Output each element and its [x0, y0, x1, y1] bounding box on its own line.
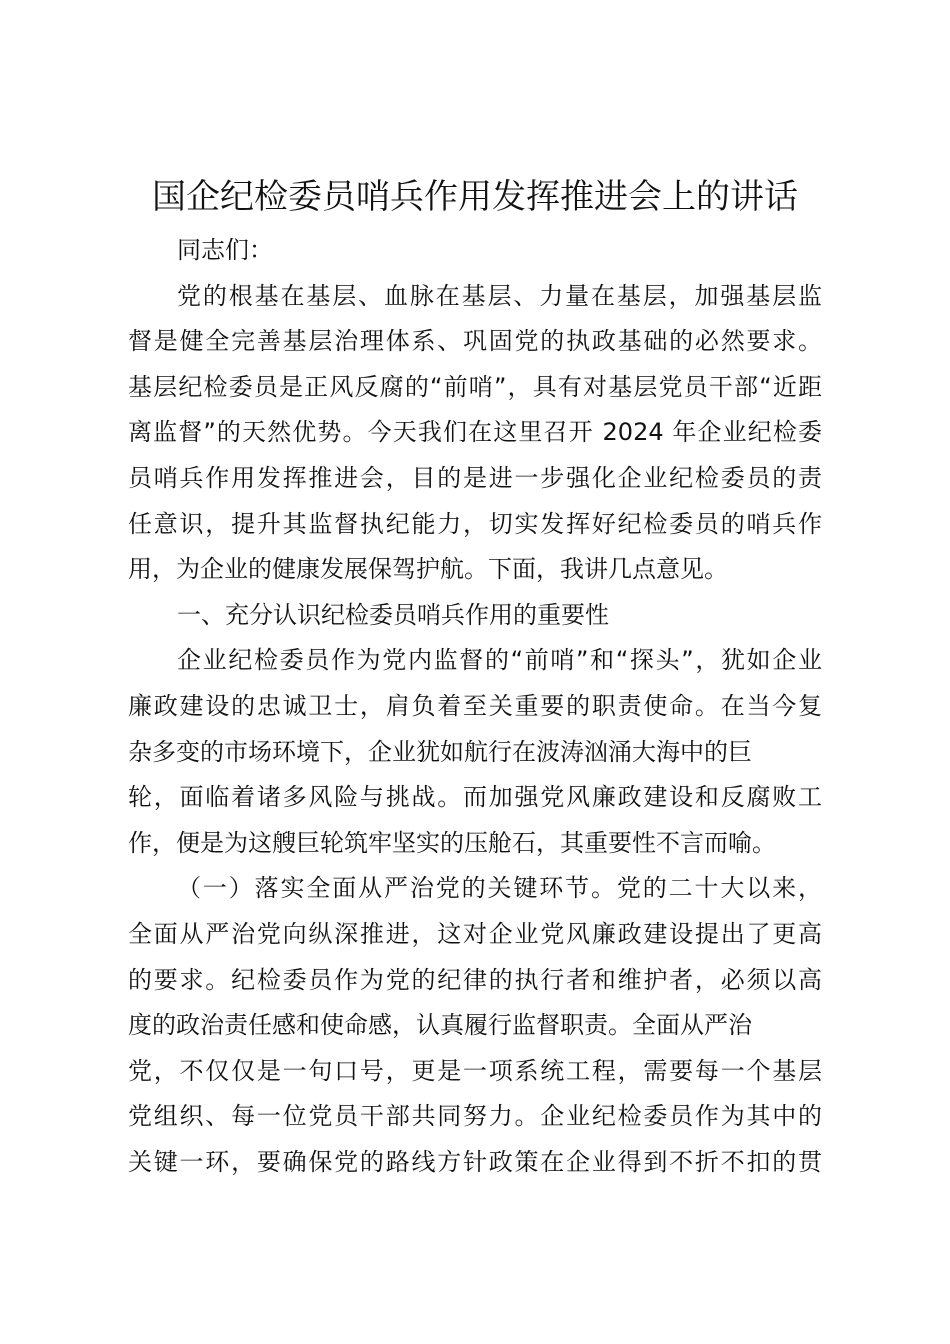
paragraph-line: 作，便是为这艘巨轮筑牢坚实的压舱石，其重要性不言而喻。: [128, 828, 776, 857]
paragraph-line: 督是健全完善基层治理体系、巩固党的执政基础的必然要求。: [128, 327, 822, 356]
paragraph-line: 任意识，提升其监督执纪能力，切实发挥好纪检委员的哨兵作: [128, 509, 822, 538]
paragraph-line: 企业纪检委员作为党内监督的“前哨”和“探头”，犹如企业: [177, 646, 822, 675]
salutation: 同志们：: [177, 236, 273, 264]
paragraph-line: 党，不仅仅是一句口号，更是一项系统工程，需要每一个基层: [128, 1056, 822, 1085]
paragraph-line: 党的根基在基层、血脉在基层、力量在基层，加强基层监: [177, 281, 822, 310]
paragraph-line: 员哨兵作用发挥推进会，目的是进一步强化企业纪检委员的责: [128, 463, 822, 492]
paragraph-line: 杂多变的市场环境下，企业犹如航行在波涛汹涌大海中的巨: [128, 737, 752, 766]
paragraph-line: 关键一环，要确保党的路线方针政策在企业得到不折不扣的贯: [128, 1147, 822, 1176]
section-heading: 一、充分认识纪检委员哨兵作用的重要性: [177, 600, 609, 629]
paragraph-line: 的要求。纪检委员作为党的纪律的执行者和维护者，必须以高: [128, 965, 822, 994]
subsection-line: （一）落实全面从严治党的关键环节。党的二十大以来，: [177, 874, 822, 903]
paragraph-line: 党组织、每一位党员干部共同努力。企业纪检委员作为其中的: [128, 1102, 822, 1131]
paragraph-line: 全面从严治党向纵深推进，这对企业党风廉政建设提出了更高: [128, 919, 822, 948]
paragraph-line: 轮，面临着诸多风险与挑战。而加强党风廉政建设和反腐败工: [128, 783, 822, 812]
document-title: 国企纪检委员哨兵作用发挥推进会上的讲话: [152, 177, 798, 217]
paragraph-line: 廉政建设的忠诚卫士，肩负着至关重要的职责使命。在当今复: [128, 691, 822, 720]
paragraph-line: 基层纪检委员是正风反腐的“前哨”，具有对基层党员干部“近距: [128, 372, 822, 401]
paragraph-line: 离监督”的天然优势。今天我们在这里召开 2024 年企业纪检委: [128, 418, 822, 447]
document-body: [128, 228, 822, 1185]
paragraph-line: 用，为企业的健康发展保驾护航。下面，我讲几点意见。: [128, 555, 728, 584]
paragraph-line: 度的政治责任感和使命感，认真履行监督职责。全面从严治: [128, 1011, 752, 1040]
